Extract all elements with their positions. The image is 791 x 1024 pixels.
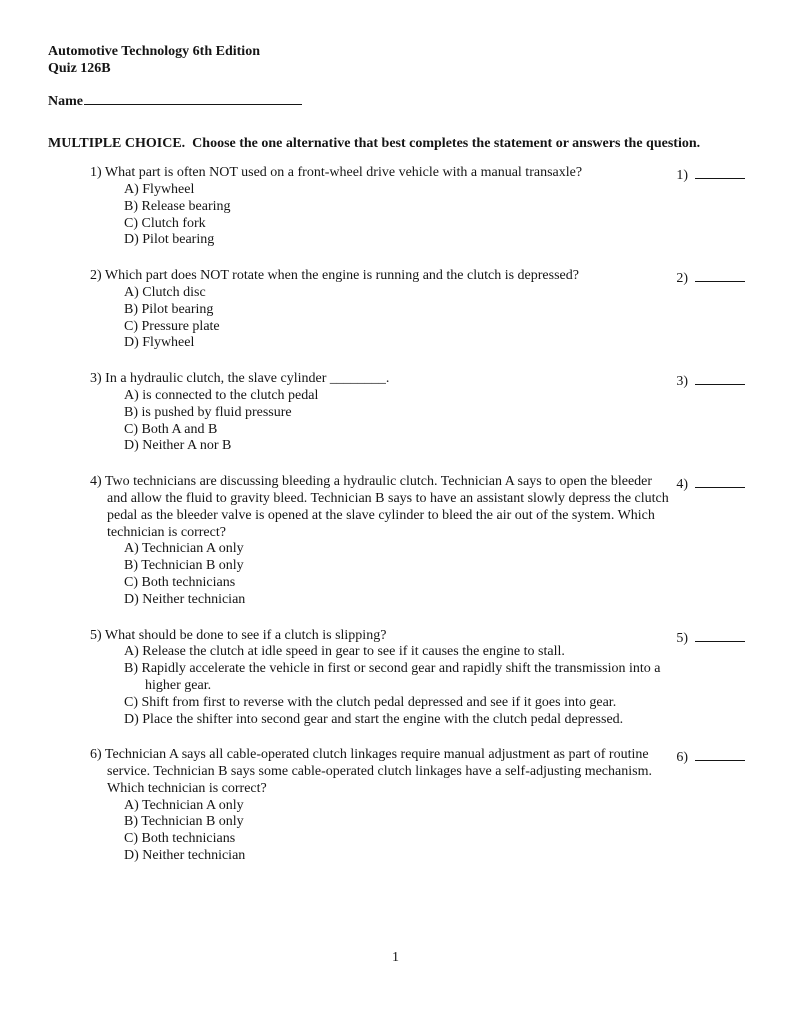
answer-slot bbox=[676, 747, 745, 767]
options-list bbox=[90, 285, 745, 352]
answer-number: 6) bbox=[676, 750, 688, 766]
question-number: 6) bbox=[90, 747, 102, 763]
options-list bbox=[90, 798, 745, 865]
option-b: B) Rapidly accelerate the vehicle in first or second gear and rapidly shift the transmission into a higher gear. bbox=[124, 661, 661, 693]
question-text: Which part does NOT rotate when the engine is running and the clutch is depressed? bbox=[104, 268, 579, 284]
option-d: D) Pilot bearing bbox=[124, 232, 215, 248]
question-text-line bbox=[90, 628, 675, 645]
options-list bbox=[90, 388, 745, 455]
answer-number: 3) bbox=[676, 374, 688, 390]
question-number: 5) bbox=[90, 627, 102, 643]
answer-blank-line bbox=[695, 474, 745, 488]
answer-number: 4) bbox=[676, 477, 688, 493]
answer-slot bbox=[676, 628, 745, 648]
option-a: A) Clutch disc bbox=[124, 284, 206, 300]
option-c: C) Both technicians bbox=[124, 574, 236, 590]
answer-blank-line bbox=[695, 371, 745, 385]
options-list bbox=[90, 644, 745, 728]
answer-slot bbox=[676, 165, 745, 185]
question-text: Two technicians are discussing bleeding a hydraulic clutch. Technician A says to open the bleeder and allow the fluid to gravity bleed. Technician B says to have an assistant slowly depress the clutch pedal as the bleeder valve is opened at the slave cylinder to bleed the air out of the system. Which technician is correct? bbox=[104, 474, 669, 540]
option-a: A) Flywheel bbox=[124, 181, 195, 197]
answer-blank-line bbox=[695, 268, 745, 282]
name-blank-line bbox=[84, 90, 302, 105]
option-b: B) Pilot bearing bbox=[124, 301, 214, 317]
question-5 bbox=[90, 628, 745, 729]
question-text-line bbox=[90, 474, 675, 541]
option-d: D) Neither technician bbox=[124, 591, 246, 607]
option-b: B) is pushed by fluid pressure bbox=[124, 404, 292, 420]
name-label: Name bbox=[48, 93, 83, 109]
option-c: C) Both technicians bbox=[124, 831, 236, 847]
question-2 bbox=[90, 268, 745, 352]
answer-slot bbox=[676, 268, 745, 288]
question-text-line bbox=[90, 371, 675, 388]
question-4 bbox=[90, 474, 745, 608]
page-number: 1 bbox=[392, 950, 399, 965]
answer-blank-line bbox=[695, 628, 745, 642]
question-number: 4) bbox=[90, 474, 102, 490]
option-c: C) Clutch fork bbox=[124, 215, 206, 231]
options-list bbox=[90, 541, 745, 608]
option-b: B) Technician B only bbox=[124, 814, 244, 830]
answer-slot bbox=[676, 474, 745, 494]
question-1 bbox=[90, 165, 745, 249]
document-title: Automotive Technology 6th Edition bbox=[48, 44, 260, 59]
question-number: 3) bbox=[90, 371, 102, 387]
option-d: D) Place the shifter into second gear and start the engine with the clutch pedal depressed. bbox=[124, 711, 624, 727]
option-a: A) Technician A only bbox=[124, 541, 244, 557]
option-c: C) Both A and B bbox=[124, 421, 218, 437]
answer-slot bbox=[676, 371, 745, 391]
option-d: D) Neither technician bbox=[124, 848, 246, 864]
question-text-line bbox=[90, 165, 675, 182]
question-number: 1) bbox=[90, 165, 102, 181]
answer-blank-line bbox=[695, 747, 745, 761]
option-a: A) Release the clutch at idle speed in gear to see if it causes the engine to stall. bbox=[124, 644, 565, 660]
option-d: D) Neither A nor B bbox=[124, 438, 232, 454]
question-text: What part is often NOT used on a front-wheel drive vehicle with a manual transaxle? bbox=[104, 165, 583, 181]
question-text: In a hydraulic clutch, the slave cylinder ________. bbox=[105, 371, 390, 387]
question-3 bbox=[90, 371, 745, 455]
question-6 bbox=[90, 747, 745, 865]
option-b: B) Release bearing bbox=[124, 198, 231, 214]
question-text-line bbox=[90, 747, 675, 797]
option-c: C) Pressure plate bbox=[124, 318, 220, 334]
questions-section bbox=[48, 165, 745, 865]
answer-blank-line bbox=[695, 165, 745, 179]
answer-number: 5) bbox=[676, 630, 688, 646]
option-a: A) is connected to the clutch pedal bbox=[124, 387, 319, 403]
answer-number: 1) bbox=[676, 168, 688, 184]
question-text: Technician A says all cable-operated clutch linkages require manual adjustment as part of routine service. Technician B says some cable-operated clutch linkages have a self-adjusting mechanism. Which technician is correct? bbox=[104, 747, 652, 796]
option-d: D) Flywheel bbox=[124, 335, 195, 351]
quiz-number: Quiz 126B bbox=[48, 60, 111, 76]
question-number: 2) bbox=[90, 268, 102, 284]
question-text: What should be done to see if a clutch is slipping? bbox=[104, 627, 387, 643]
answer-number: 2) bbox=[676, 271, 688, 287]
option-b: B) Technician B only bbox=[124, 558, 244, 574]
question-text-line bbox=[90, 268, 675, 285]
option-c: C) Shift from first to reverse with the clutch pedal depressed and see if it goes into gear. bbox=[124, 694, 617, 710]
options-list bbox=[90, 182, 745, 249]
name-row bbox=[48, 90, 745, 111]
option-a: A) Technician A only bbox=[124, 797, 244, 813]
instruction-text: MULTIPLE CHOICE. Choose the one alternative that best completes the statement or answers the question. bbox=[48, 136, 701, 152]
